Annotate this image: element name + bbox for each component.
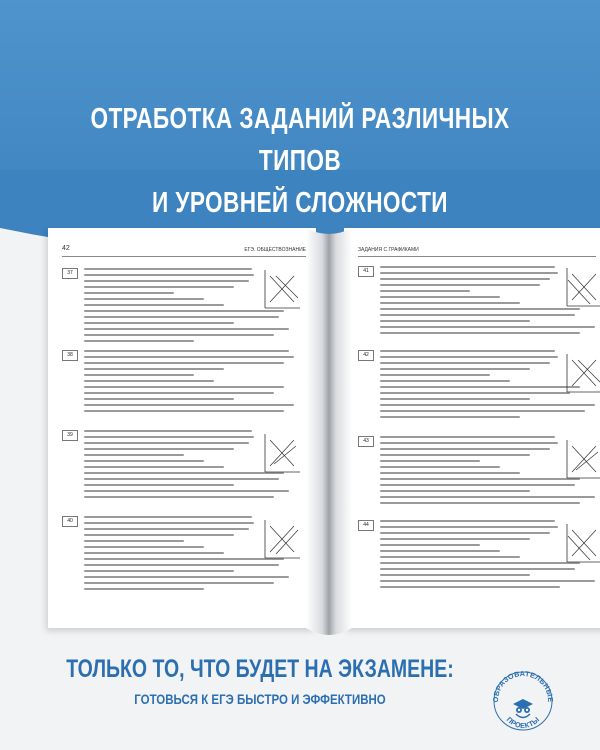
supply-demand-graph xyxy=(564,266,600,310)
task-number: 38 xyxy=(62,350,78,361)
task-number: 37 xyxy=(62,268,78,279)
task-text xyxy=(380,350,595,422)
left-page xyxy=(48,228,316,628)
supply-demand-graph xyxy=(564,352,600,396)
supply-demand-graph xyxy=(262,518,302,562)
task-number: 44 xyxy=(358,520,374,531)
task-text xyxy=(380,520,595,592)
left-page-header xyxy=(62,244,306,257)
task-number: 41 xyxy=(358,266,374,277)
task-text xyxy=(84,268,289,346)
book-spine xyxy=(306,228,352,636)
headline-line-2: И УРОВНЕЙ СЛОЖНОСТИ xyxy=(152,187,448,219)
right-page-header xyxy=(358,244,596,257)
supply-demand-graph xyxy=(262,432,302,476)
headline xyxy=(0,98,600,224)
page-number: 42 xyxy=(62,245,70,252)
supply-demand-graph xyxy=(564,438,600,482)
running-head-right: ЗАДАНИЯ С ГРАФИКАМИ xyxy=(358,247,419,253)
logo-brand-line-1: БРАЗОВАТЕЛЬНЫ xyxy=(492,668,554,698)
task-text xyxy=(380,266,595,338)
logo-brand-line-2: ПРОЕКТЫ xyxy=(504,714,542,731)
right-page xyxy=(344,228,600,628)
task-number: 42 xyxy=(358,350,374,361)
task-text xyxy=(380,436,595,508)
task-text xyxy=(84,350,294,416)
footer-subtitle: ГОТОВЬСЯ К ЕГЭ БЫСТРО И ЭФФЕКТИВНО xyxy=(134,691,386,707)
task-number: 39 xyxy=(62,430,78,441)
task-text xyxy=(84,430,289,502)
headline-line-1: ОТРАБОТКА ЗАДАНИЙ РАЗЛИЧНЫХ ТИПОВ xyxy=(90,103,510,177)
supply-demand-graph xyxy=(262,268,302,312)
task-text xyxy=(84,516,289,594)
task-number: 43 xyxy=(358,436,374,447)
task-number: 40 xyxy=(62,516,78,527)
footer-title: ТОЛЬКО ТО, ЧТО БУДЕТ НА ЭКЗАМЕНЕ: xyxy=(66,655,454,683)
running-head-left: ЕГЭ. ОБЩЕСТВОЗНАНИЕ xyxy=(244,247,306,253)
open-book-image xyxy=(48,228,600,636)
publisher-logo xyxy=(492,657,554,739)
supply-demand-graph xyxy=(564,522,600,566)
owl-icon xyxy=(513,699,533,718)
